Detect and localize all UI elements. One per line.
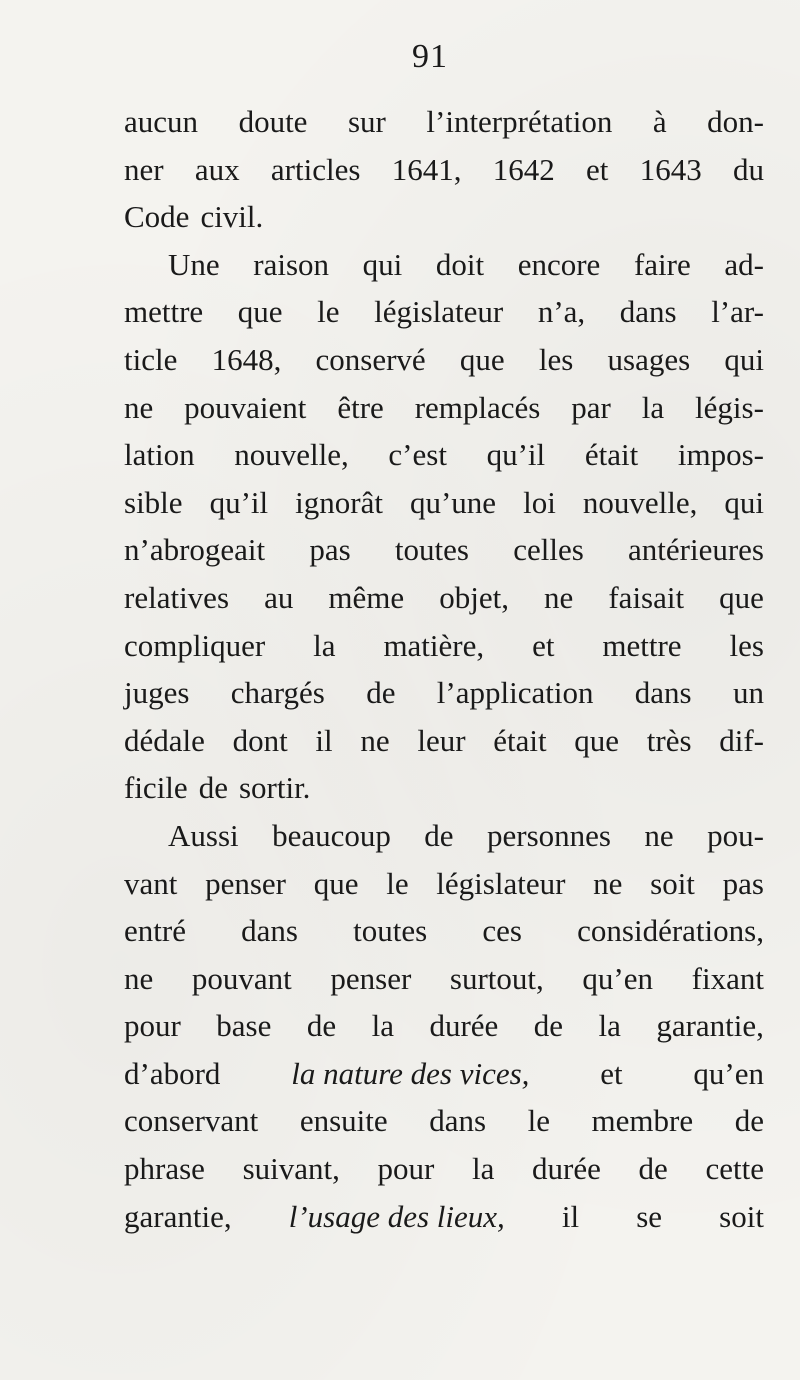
word: qu’une: [409, 484, 497, 520]
word: sible: [124, 484, 183, 520]
word: ne: [544, 579, 574, 615]
word: don-: [707, 104, 764, 139]
word: durée: [532, 1151, 601, 1187]
word: ne: [124, 960, 154, 996]
word: ticle: [124, 341, 178, 377]
word: l’usage des lieux,: [288, 1198, 505, 1234]
word: qu’il: [209, 484, 269, 520]
text-line: [124, 431, 764, 479]
word: 1642: [492, 151, 555, 187]
word: ad-: [724, 246, 764, 282]
word: qui: [362, 246, 403, 282]
word: la nature des vices,: [291, 1055, 530, 1091]
word: toutes: [353, 913, 428, 949]
word: de: [366, 675, 396, 711]
word: par: [571, 389, 611, 425]
text-line: [124, 860, 764, 908]
text-line: [124, 622, 764, 670]
word: était: [584, 437, 639, 473]
text-line: [124, 193, 764, 241]
word: nouvelle,: [582, 484, 698, 520]
word: nouvelle,: [234, 437, 349, 473]
word: surtout,: [449, 960, 544, 996]
word: l’interprétation: [426, 104, 613, 139]
word: vant: [124, 865, 178, 901]
text-line: [124, 955, 764, 1003]
word: la: [598, 1008, 621, 1044]
word: la: [313, 627, 336, 663]
word: phrase: [124, 1151, 205, 1187]
word: dans: [241, 913, 298, 949]
word: relatives: [124, 579, 230, 615]
word: soit: [719, 1198, 764, 1234]
word: beaucoup: [272, 817, 391, 853]
word: il: [315, 722, 333, 758]
word: base: [216, 1008, 272, 1044]
word: n’a,: [537, 294, 586, 330]
word: l’application: [436, 675, 594, 711]
word: qu’en: [582, 960, 654, 996]
word: l’ar-: [711, 294, 764, 330]
word: sortir.: [238, 770, 311, 806]
word: doute: [238, 104, 308, 139]
word: et: [532, 627, 555, 663]
word: se: [636, 1198, 663, 1234]
word: de: [734, 1103, 764, 1139]
word: toutes: [394, 532, 469, 568]
word: être: [337, 389, 384, 425]
word: très: [646, 722, 692, 758]
word: juges: [124, 675, 190, 711]
word: de: [424, 817, 454, 853]
word: chargés: [230, 675, 325, 711]
word: compliquer: [124, 627, 266, 663]
word: antérieures: [628, 532, 764, 568]
word: législateur: [436, 865, 566, 901]
text-line: [124, 241, 764, 289]
word: membre: [591, 1103, 694, 1139]
word: pouvant: [191, 960, 292, 996]
text-line: [124, 907, 764, 955]
word: 1643: [639, 151, 702, 187]
word: faisait: [608, 579, 685, 615]
word: entré: [124, 913, 186, 949]
word: garantie,: [656, 1008, 764, 1044]
word: au: [264, 579, 294, 615]
word: à: [652, 104, 667, 139]
word: du: [732, 151, 764, 187]
word: pour: [124, 1008, 181, 1044]
word: leur: [417, 722, 466, 758]
text-line: [124, 526, 764, 574]
word: ne: [593, 865, 623, 901]
word: ner: [124, 151, 164, 187]
word: dédale: [124, 722, 205, 758]
word: aucun: [124, 104, 199, 139]
word: qui: [724, 341, 764, 377]
word: raison: [253, 246, 330, 282]
word: et: [600, 1055, 623, 1091]
word: qu’il: [486, 437, 546, 473]
word: conservé: [315, 341, 426, 377]
word: légis-: [695, 389, 764, 425]
word: c’est: [388, 437, 447, 473]
word: encore: [517, 246, 601, 282]
word: qu’en: [693, 1055, 764, 1091]
text-line: [124, 717, 764, 765]
word: et: [586, 151, 609, 187]
word: dans: [429, 1103, 487, 1139]
word: dont: [232, 722, 288, 758]
text-line: [124, 1145, 764, 1193]
word: un: [732, 675, 764, 711]
word: d’abord: [124, 1055, 221, 1091]
word: civil.: [200, 199, 264, 235]
text-line: [124, 479, 764, 527]
word: lation: [124, 437, 195, 473]
body-text: [124, 98, 764, 1240]
word: pou-: [707, 817, 764, 853]
word: soit: [650, 865, 695, 901]
text-line: [124, 1097, 764, 1145]
word: aux: [194, 151, 240, 187]
word: celles: [513, 532, 584, 568]
word: que: [237, 294, 283, 330]
word: dans: [634, 675, 692, 711]
word: que: [574, 722, 620, 758]
text-line: [124, 336, 764, 384]
word: ne: [360, 722, 390, 758]
word: penser: [205, 865, 286, 901]
word: qui: [724, 484, 764, 520]
text-line: [124, 1050, 764, 1098]
word: Une: [168, 246, 220, 282]
word: pour: [377, 1151, 435, 1187]
word: dans: [619, 294, 677, 330]
word: les: [729, 627, 764, 663]
word: le: [317, 294, 340, 330]
text-line: [124, 146, 764, 194]
word: ne: [644, 817, 674, 853]
word: considérations,: [577, 913, 764, 949]
word: 1641,: [391, 151, 462, 187]
word: articles: [270, 151, 361, 187]
word: 1648,: [211, 341, 282, 377]
word: même: [328, 579, 405, 615]
text-line: [124, 384, 764, 432]
text-line: [124, 574, 764, 622]
word: ignorât: [295, 484, 383, 520]
text-line: [124, 764, 764, 812]
word: Code: [124, 199, 190, 235]
word: ne: [124, 389, 154, 425]
word: conservant: [124, 1103, 259, 1139]
word: personnes: [487, 817, 611, 853]
text-line: [124, 288, 764, 336]
word: mettre: [124, 294, 204, 330]
word: ces: [482, 913, 522, 949]
page-number: 91: [412, 38, 448, 75]
text-line: [124, 98, 764, 146]
word: pas: [309, 532, 351, 568]
word: remplacés: [414, 389, 541, 425]
word: le: [386, 865, 409, 901]
word: usages: [607, 341, 691, 377]
word: ensuite: [299, 1103, 388, 1139]
word: que: [313, 865, 359, 901]
word: ficile: [124, 770, 188, 806]
word: durée: [429, 1008, 499, 1044]
word: était: [493, 722, 547, 758]
word: que: [459, 341, 505, 377]
word: la: [472, 1151, 495, 1187]
word: mettre: [602, 627, 682, 663]
word: penser: [330, 960, 412, 996]
word: les: [538, 341, 574, 377]
word: la: [371, 1008, 394, 1044]
word: de: [638, 1151, 668, 1187]
text-line: [124, 1002, 764, 1050]
text-line: [124, 669, 764, 717]
word: impos-: [677, 437, 764, 473]
word: faire: [633, 246, 691, 282]
word: loi: [523, 484, 556, 520]
word: doit: [435, 246, 485, 282]
word: dif-: [719, 722, 764, 758]
word: le: [527, 1103, 550, 1139]
word: cette: [705, 1151, 764, 1187]
word: il: [561, 1198, 580, 1234]
word: fixant: [691, 960, 764, 996]
text-line: [124, 1193, 764, 1241]
word: que: [719, 579, 764, 615]
word: de: [306, 1008, 337, 1044]
word: pas: [722, 865, 764, 901]
word: de: [198, 770, 228, 806]
word: objet,: [439, 579, 509, 615]
word: législateur: [374, 294, 504, 330]
word: sur: [347, 104, 386, 139]
word: garantie,: [124, 1198, 232, 1234]
word: suivant,: [242, 1151, 340, 1187]
text-line: [124, 812, 764, 860]
word: de: [533, 1008, 564, 1044]
word: Aussi: [168, 817, 239, 853]
word: matière,: [383, 627, 485, 663]
word: n’abrogeait: [124, 532, 266, 568]
word: pouvaient: [184, 389, 307, 425]
word: la: [641, 389, 665, 425]
